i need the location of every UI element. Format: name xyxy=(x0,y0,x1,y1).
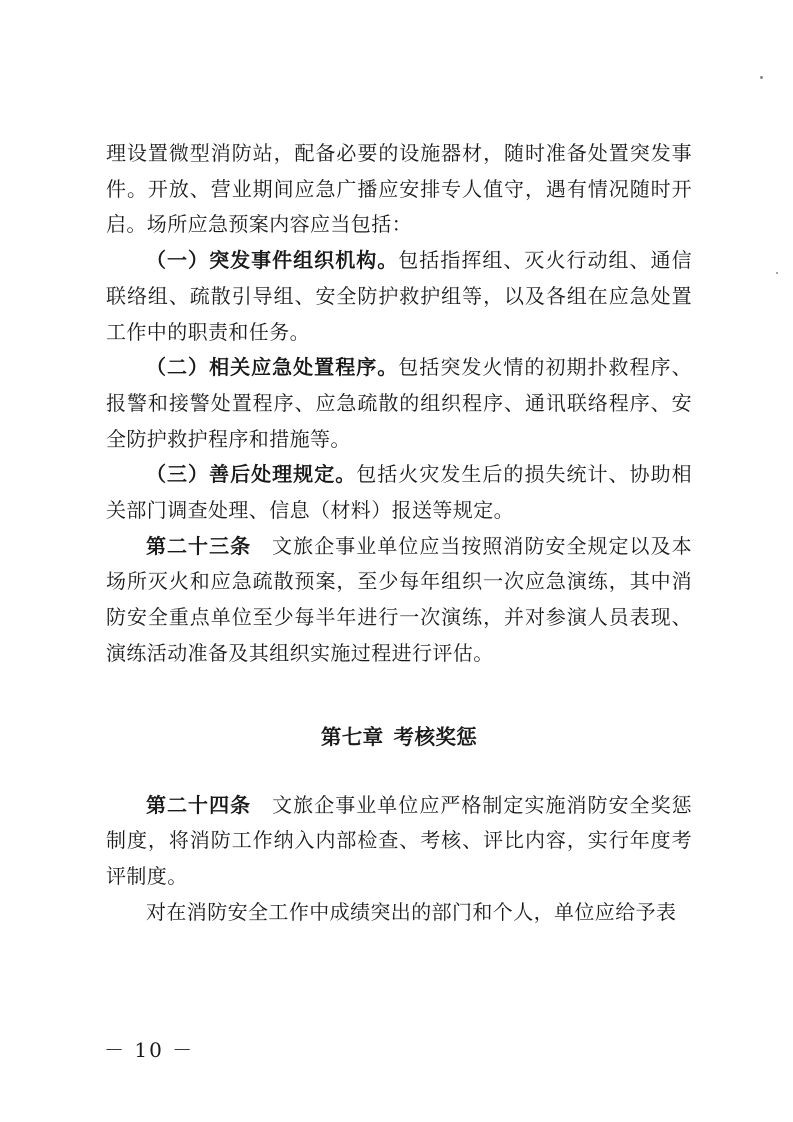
paragraph-text: 理设置微型消防站，配备必要的设施器材，随时准备处置突发事件。开放、营业期间应急广播应安排专人值守，遇有情况随时开启。场所应急预案内容应当包括： xyxy=(106,141,692,237)
article-23 xyxy=(106,529,692,672)
paragraph-text: 包括火灾发生后的损失统计、协助相关部门调查处理、信息（材料）报送等规定。 xyxy=(106,462,693,523)
chapter-title: 考核奖惩 xyxy=(393,724,478,749)
article-24 xyxy=(106,788,692,895)
spacer xyxy=(106,672,692,719)
article-text: 文旅企事业单位应当按照消防安全规定以及本场所灭火和应急疏散预案，至少每年组织一次应急演练，其中消防安全重点单位至少每半年进行一次演练，并对参演人员表现、演练活动准备及其组织实施过程进行评估。 xyxy=(106,533,693,665)
scan-speck xyxy=(760,76,763,79)
paragraph-text: 包括突发火情的初期扑救程序、报警和接警处置程序、应急疏散的组织程序、通讯联络程序、安全防护救护程序和措施等。 xyxy=(106,355,692,451)
paragraph-lead: （二）相关应急处置程序。 xyxy=(146,355,399,380)
paragraph-lead: （一）突发事件组织机构。 xyxy=(146,248,399,273)
chapter-heading xyxy=(106,719,692,755)
paragraph-text: 对在消防安全工作中成绩突出的部门和个人，单位应给予表 xyxy=(146,899,677,924)
paragraph-organization xyxy=(106,243,692,350)
page-number: － 10 － xyxy=(104,1038,195,1062)
paragraph-lead: （三）善后处理规定。 xyxy=(146,462,357,487)
article-number: 第二十三条 xyxy=(146,533,252,558)
paragraph-procedures xyxy=(106,350,692,457)
paragraph-rewards xyxy=(106,895,692,931)
document-body xyxy=(106,136,692,930)
article-number: 第二十四条 xyxy=(146,792,252,817)
paragraph-text: 包括指挥组、灭火行动组、通信联络组、疏散引导组、安全防护救护组等，以及各组在应急处置工作中的职责和任务。 xyxy=(106,248,692,344)
spacer xyxy=(106,755,692,788)
paragraph-continued xyxy=(106,136,692,243)
article-text: 文旅企事业单位应严格制定实施消防安全奖惩制度，将消防工作纳入内部检查、考核、评比内容，实行年度考评制度。 xyxy=(106,792,693,888)
chapter-number: 第七章 xyxy=(320,724,384,749)
paragraph-aftermath xyxy=(106,457,692,528)
scan-speck xyxy=(776,272,778,274)
